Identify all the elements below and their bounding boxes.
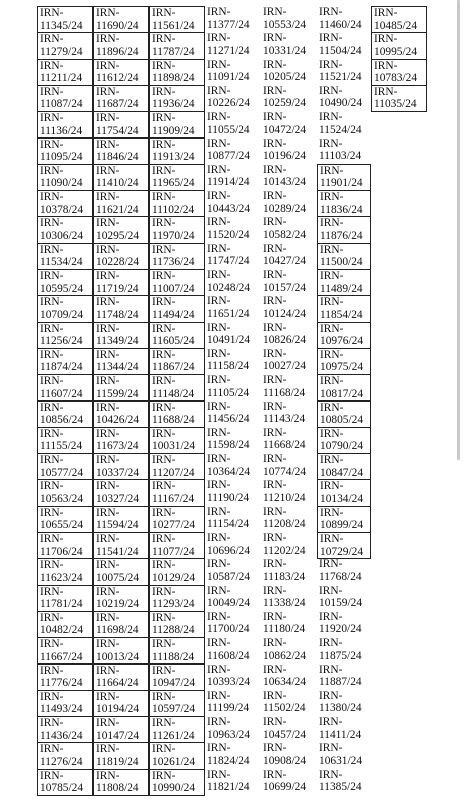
irn-cell: IRN- 11190/24: [207, 479, 250, 504]
irn-cell: IRN- 10975/24: [317, 348, 371, 375]
irn-cell: IRN- 10331/24: [263, 32, 307, 57]
irn-cell: IRN- 11377/24: [207, 6, 250, 31]
irn-cell: IRN- 11688/24: [149, 401, 205, 428]
irn-cell: IRN- 11776/24: [37, 664, 93, 691]
irn-cell: IRN- 11207/24: [149, 453, 205, 480]
irn-cell: IRN- 10553/24: [263, 6, 307, 31]
irn-cell: IRN- 10826/24: [263, 321, 307, 347]
irn-cell: IRN- 10963/24: [207, 716, 251, 741]
irn-cell: IRN- 11781/24: [37, 585, 93, 612]
irn-cell: IRN- 11524/24: [319, 111, 362, 136]
irn-cell: IRN- 10337/24: [93, 453, 149, 480]
irn-cell: IRN- 11210/24: [263, 479, 306, 504]
irn-cell: IRN- 10157/24: [263, 269, 307, 294]
irn-cell: IRN- 11103/24: [319, 137, 362, 163]
irn-cell: IRN- 11668/24: [263, 426, 306, 452]
irn-cell: IRN- 11914/24: [207, 163, 250, 189]
irn-cell: IRN- 11747/24: [207, 242, 250, 268]
irn-cell: IRN- 10159/24: [319, 584, 363, 610]
irn-cell: IRN- 10790/24: [317, 427, 371, 454]
irn-cell: IRN- 11410/24: [93, 164, 149, 191]
irn-cell: IRN- 11155/24: [37, 427, 93, 454]
irn-cell: IRN- 10134/24: [317, 479, 371, 506]
irn-cell: IRN- 10261/24: [149, 742, 205, 769]
irn-cell: IRN- 11158/24: [207, 347, 250, 373]
irn-cell: IRN- 10147/24: [93, 716, 149, 743]
irn-cell: IRN- 11168/24: [263, 374, 306, 399]
irn-cell: IRN- 10472/24: [263, 111, 307, 136]
irn-cell: IRN- 10582/24: [263, 216, 307, 241]
irn-cell: IRN- 11664/24: [93, 664, 149, 691]
irn-cell: IRN- 11148/24: [149, 374, 205, 401]
irn-cell: IRN- 11095/24: [37, 138, 93, 165]
irn-cell: IRN- 11667/24: [37, 637, 93, 664]
irn-cell: IRN- 10194/24: [93, 690, 149, 717]
irn-cell: IRN- 11561/24: [149, 6, 205, 33]
irn-cell: IRN- 11188/24: [149, 637, 205, 664]
irn-cell: IRN- 10563/24: [37, 479, 93, 506]
irn-cell: IRN- 11867/24: [149, 348, 205, 375]
irn-cell: IRN- 11055/24: [207, 111, 250, 136]
irn-cell: IRN- 10228/24: [93, 243, 149, 270]
irn-cell: IRN- 10196/24: [263, 137, 307, 163]
irn-cell: IRN- 11824/24: [207, 742, 250, 767]
irn-cell: IRN- 11271/24: [207, 32, 250, 57]
irn-cell: IRN- 11199/24: [207, 689, 250, 715]
irn-cell: IRN- 11385/24: [319, 768, 362, 794]
irn-cell: IRN- 10805/24: [317, 401, 371, 428]
irn-cell: IRN- 11673/24: [93, 427, 149, 454]
irn-cell: IRN- 11690/24: [93, 6, 149, 33]
irn-cell: IRN- 10899/24: [317, 506, 371, 533]
irn-cell: IRN- 10729/24: [317, 532, 371, 559]
irn-cell: IRN- 11787/24: [149, 32, 205, 59]
irn-cell: IRN- 11102/24: [149, 190, 205, 217]
irn-cell: IRN- 11605/24: [149, 322, 205, 349]
irn-cell: IRN- 11598/24: [207, 426, 250, 452]
irn-cell: IRN- 11460/24: [319, 6, 362, 31]
irn-cell: IRN- 10490/24: [319, 84, 363, 110]
irn-cell: IRN- 11279/24: [37, 32, 93, 59]
irn-cell: IRN- 11380/24: [319, 689, 362, 715]
irn-cell: IRN- 11208/24: [263, 505, 306, 531]
irn-cell: IRN- 11105/24: [207, 374, 250, 399]
irn-cell: IRN- 10976/24: [317, 322, 371, 349]
irn-cell: IRN- 10655/24: [37, 506, 93, 533]
irn-cell: IRN- 10595/24: [37, 269, 93, 296]
irn-cell: IRN- 11901/24: [317, 164, 371, 191]
irn-cell: IRN- 11876/24: [317, 216, 371, 243]
irn-cell: IRN- 11875/24: [319, 637, 362, 662]
irn-cell: IRN- 10491/24: [207, 321, 251, 347]
irn-cell: IRN- 11612/24: [93, 59, 149, 86]
irn-cell: IRN- 11154/24: [207, 505, 250, 531]
irn-cell: IRN- 11965/24: [149, 164, 205, 191]
irn-cell: IRN- 11836/24: [317, 190, 371, 217]
irn-cell: IRN- 11621/24: [93, 190, 149, 217]
irn-cell: IRN- 10947/24: [149, 664, 205, 691]
irn-cell: IRN- 10129/24: [149, 558, 205, 585]
irn-cell: IRN- 10699/24: [263, 768, 307, 794]
irn-cell: IRN- 10226/24: [207, 84, 251, 110]
irn-cell: IRN- 11706/24: [37, 532, 93, 559]
irn-cell: IRN- 10847/24: [317, 453, 371, 480]
irn-cell: IRN- 10378/24: [37, 190, 93, 217]
irn-cell: IRN- 10259/24: [263, 84, 307, 110]
irn-cell: IRN- 11768/24: [319, 558, 362, 583]
irn-cell: IRN- 10013/24: [93, 637, 149, 664]
irn-cell: IRN- 10327/24: [93, 479, 149, 506]
irn-cell: IRN- 10027/24: [263, 347, 307, 373]
irn-cell: IRN- 10990/24: [149, 769, 205, 796]
irn-cell: IRN- 11276/24: [37, 742, 93, 769]
irn-cell: IRN- 10075/24: [93, 558, 149, 585]
irn-cell: IRN- 10124/24: [263, 295, 307, 320]
irn-cell: IRN- 11489/24: [317, 269, 371, 296]
irn-cell: IRN- 11035/24: [371, 85, 427, 112]
irn-cell: IRN- 10877/24: [207, 137, 251, 163]
irn-cell: IRN- 11007/24: [149, 269, 205, 296]
irn-cell: IRN- 11090/24: [37, 164, 93, 191]
irn-cell: IRN- 11493/24: [37, 690, 93, 717]
irn-cell: IRN- 10289/24: [263, 190, 307, 215]
irn-cell: IRN- 10248/24: [207, 269, 251, 294]
irn-cell: IRN- 10774/24: [263, 453, 307, 478]
irn-cell: IRN- 11754/24: [93, 111, 149, 138]
irn-cell: IRN- 11819/24: [93, 742, 149, 769]
irn-cell: IRN- 11594/24: [93, 506, 149, 533]
irn-cell: IRN- 11521/24: [319, 58, 362, 84]
irn-cell: IRN- 10031/24: [149, 427, 205, 454]
irn-cell: IRN- 11344/24: [93, 348, 149, 375]
irn-cell: IRN- 11854/24: [317, 295, 371, 322]
irn-cell: IRN- 10856/24: [37, 401, 93, 428]
irn-cell: IRN- 10426/24: [93, 401, 149, 428]
irn-cell: IRN- 10295/24: [93, 216, 149, 243]
irn-cell: IRN- 11936/24: [149, 85, 205, 112]
irn-cell: IRN- 11091/24: [207, 58, 250, 84]
irn-cell: IRN- 10485/24: [371, 6, 427, 33]
irn-cell: IRN- 10364/24: [207, 453, 251, 478]
irn-cell: IRN- 11520/24: [207, 216, 250, 241]
irn-cell: IRN- 11698/24: [93, 611, 149, 638]
irn-cell: IRN- 10995/24: [371, 32, 427, 59]
irn-cell: IRN- 10443/24: [207, 190, 251, 215]
irn-cell: IRN- 11887/24: [319, 663, 362, 689]
irn-cell: IRN- 11202/24: [263, 532, 306, 557]
irn-cell: IRN- 11970/24: [149, 216, 205, 243]
irn-cell: IRN- 10587/24: [207, 558, 251, 583]
irn-cell: IRN- 10709/24: [37, 295, 93, 322]
irn-cell: IRN- 11599/24: [93, 374, 149, 401]
irn-cell: IRN- 11183/24: [263, 558, 306, 583]
irn-cell: IRN- 11504/24: [319, 32, 362, 57]
irn-cell: IRN- 11180/24: [263, 610, 306, 636]
irn-cell: IRN- 11167/24: [149, 479, 205, 506]
irn-cell: IRN- 11349/24: [93, 322, 149, 349]
irn-cell: IRN- 10577/24: [37, 453, 93, 480]
irn-cell: IRN- 11411/24: [319, 716, 362, 741]
irn-cell: IRN- 11136/24: [37, 111, 93, 138]
irn-cell: IRN- 10783/24: [371, 59, 427, 86]
irn-cell: IRN- 11338/24: [263, 584, 306, 610]
irn-cell: IRN- 10143/24: [263, 163, 307, 189]
irn-cell: IRN- 11913/24: [149, 138, 205, 165]
irn-cell: IRN- 10862/24: [263, 637, 307, 662]
irn-cell: IRN- 10696/24: [207, 532, 251, 557]
irn-cell: IRN- 11623/24: [37, 558, 93, 585]
irn-cell: IRN- 11846/24: [93, 138, 149, 165]
irn-cell: IRN- 10306/24: [37, 216, 93, 243]
irn-cell: IRN- 11898/24: [149, 59, 205, 86]
irn-cell: IRN- 11494/24: [149, 295, 205, 322]
irn-cell: IRN- 10393/24: [207, 663, 251, 689]
irn-cell: IRN- 11143/24: [263, 400, 306, 426]
irn-cell: IRN- 10785/24: [37, 769, 93, 796]
irn-cell: IRN- 10457/24: [263, 716, 307, 741]
irn-cell: IRN- 11211/24: [37, 59, 93, 86]
irn-cell: IRN- 10817/24: [317, 374, 371, 401]
irn-cell: IRN- 11087/24: [37, 85, 93, 112]
irn-cell: IRN- 10277/24: [149, 506, 205, 533]
irn-cell: IRN- 11261/24: [149, 716, 205, 743]
scrollbar[interactable]: [457, 0, 460, 460]
irn-cell: IRN- 11500/24: [317, 243, 371, 270]
irn-cell: IRN- 11909/24: [149, 111, 205, 138]
irn-cell: IRN- 10049/24: [207, 584, 251, 610]
irn-cell: IRN- 11256/24: [37, 322, 93, 349]
irn-cell: IRN- 11719/24: [93, 269, 149, 296]
irn-cell: IRN- 11687/24: [93, 85, 149, 112]
irn-cell: IRN- 11736/24: [149, 243, 205, 270]
irn-cell: IRN- 10597/24: [149, 690, 205, 717]
irn-cell: IRN- 11541/24: [93, 532, 149, 559]
irn-cell: IRN- 11502/24: [263, 689, 306, 715]
irn-cell: IRN- 11608/24: [207, 637, 250, 662]
irn-cell: IRN- 11700/24: [207, 610, 250, 636]
irn-cell: IRN- 11874/24: [37, 348, 93, 375]
irn-cell: IRN- 11821/24: [207, 768, 250, 794]
irn-cell: IRN- 11748/24: [93, 295, 149, 322]
irn-cell: IRN- 11534/24: [37, 243, 93, 270]
irn-cell: IRN- 11651/24: [207, 295, 250, 320]
irn-cell: IRN- 11456/24: [207, 400, 250, 426]
irn-cell: IRN- 11293/24: [149, 585, 205, 612]
irn-cell: IRN- 11345/24: [37, 6, 93, 33]
irn-cell: IRN- 11896/24: [93, 32, 149, 59]
irn-cell: IRN- 11436/24: [37, 716, 93, 743]
irn-cell: IRN- 11077/24: [149, 532, 205, 559]
irn-cell: IRN- 10631/24: [319, 742, 363, 767]
irn-cell: IRN- 10219/24: [93, 585, 149, 612]
irn-cell: IRN- 11288/24: [149, 611, 205, 638]
irn-cell: IRN- 11607/24: [37, 374, 93, 401]
irn-cell: IRN- 10427/24: [263, 242, 307, 268]
irn-cell: IRN- 10205/24: [263, 58, 307, 84]
irn-cell: IRN- 10634/24: [263, 663, 307, 689]
irn-cell: IRN- 11808/24: [93, 769, 149, 796]
irn-cell: IRN- 10908/24: [263, 742, 307, 767]
irn-cell: IRN- 10482/24: [37, 611, 93, 638]
irn-cell: IRN- 11920/24: [319, 610, 362, 636]
